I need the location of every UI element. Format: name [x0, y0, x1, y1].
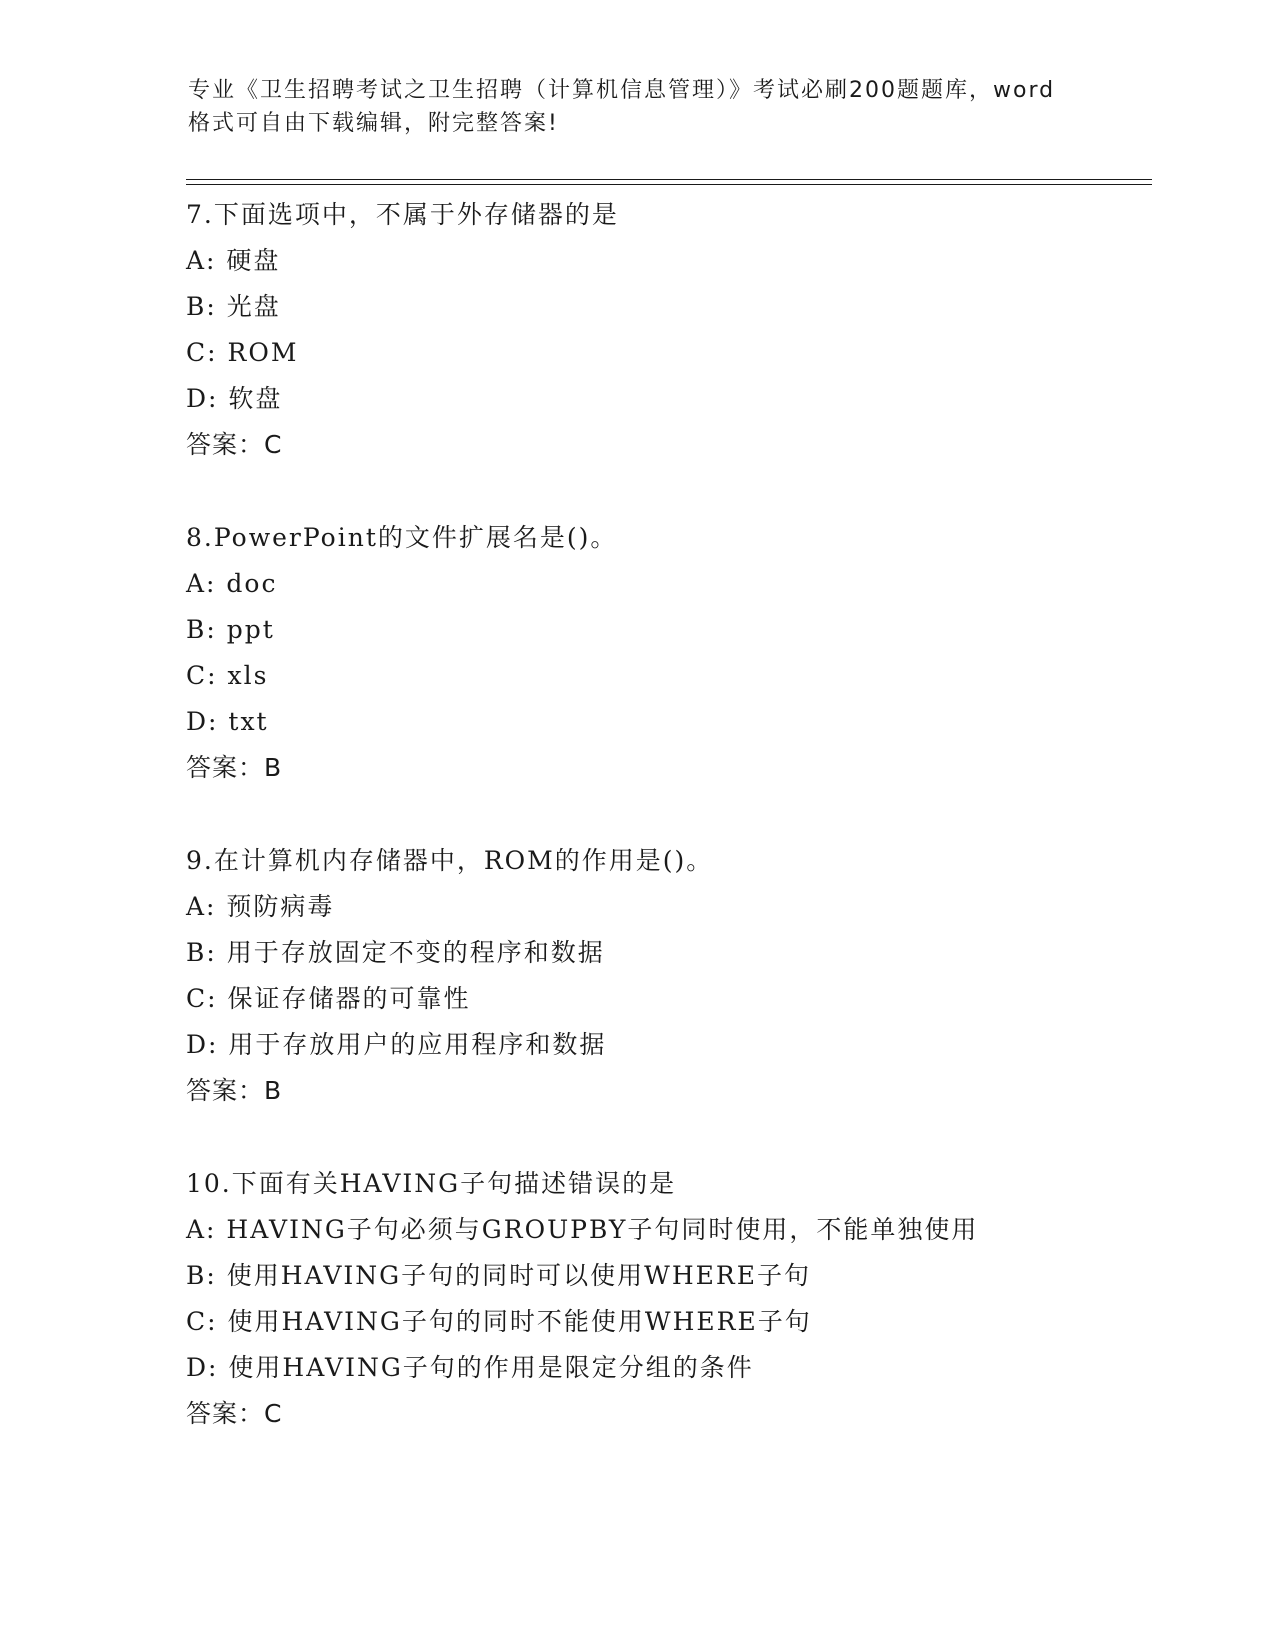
option-a: A: 硬盘 [186, 246, 281, 275]
question-stem: 9.在计算机内存储器中，ROM的作用是()。 [186, 846, 714, 875]
question-stem: 8.PowerPoint的文件扩展名是()。 [186, 523, 618, 552]
option-d: D: 软盘 [186, 384, 283, 413]
question-list [186, 192, 1152, 1437]
answer: 答案：B [186, 1076, 283, 1105]
option-a: A: doc [186, 569, 278, 598]
option-a: A: HAVING子句必须与GROUPBY子句同时使用，不能单独使用 [186, 1215, 979, 1244]
answer: 答案：B [186, 753, 283, 782]
header-divider-top [186, 179, 1152, 180]
option-b: B: 用于存放固定不变的程序和数据 [186, 938, 605, 967]
option-c: C: ROM [186, 338, 299, 367]
answer: 答案：C [186, 1399, 283, 1428]
question-9 [186, 838, 1152, 1114]
header-line-2: 格式可自由下载编辑，附完整答案! [188, 111, 559, 136]
option-d: D: txt [186, 707, 269, 736]
document-header [188, 74, 1108, 140]
question-stem: 10.下面有关HAVING子句描述错误的是 [186, 1169, 677, 1198]
option-c: C: xls [186, 661, 269, 690]
header-divider-bottom [186, 184, 1152, 185]
answer: 答案：C [186, 430, 283, 459]
option-b: B: 使用HAVING子句的同时可以使用WHERE子句 [186, 1261, 811, 1290]
option-d: D: 使用HAVING子句的作用是限定分组的条件 [186, 1353, 754, 1382]
option-a: A: 预防病毒 [186, 892, 335, 921]
question-7 [186, 192, 1152, 468]
question-10 [186, 1161, 1152, 1437]
option-c: C: 使用HAVING子句的同时不能使用WHERE子句 [186, 1307, 812, 1336]
option-b: B: 光盘 [186, 292, 281, 321]
option-d: D: 用于存放用户的应用程序和数据 [186, 1030, 607, 1059]
question-8 [186, 515, 1152, 791]
header-line-1: 专业《卫生招聘考试之卫生招聘（计算机信息管理）》考试必刷200题题库，word [188, 78, 1056, 103]
question-stem: 7.下面选项中，不属于外存储器的是 [186, 200, 619, 229]
option-b: B: ppt [186, 615, 275, 644]
option-c: C: 保证存储器的可靠性 [186, 984, 471, 1013]
